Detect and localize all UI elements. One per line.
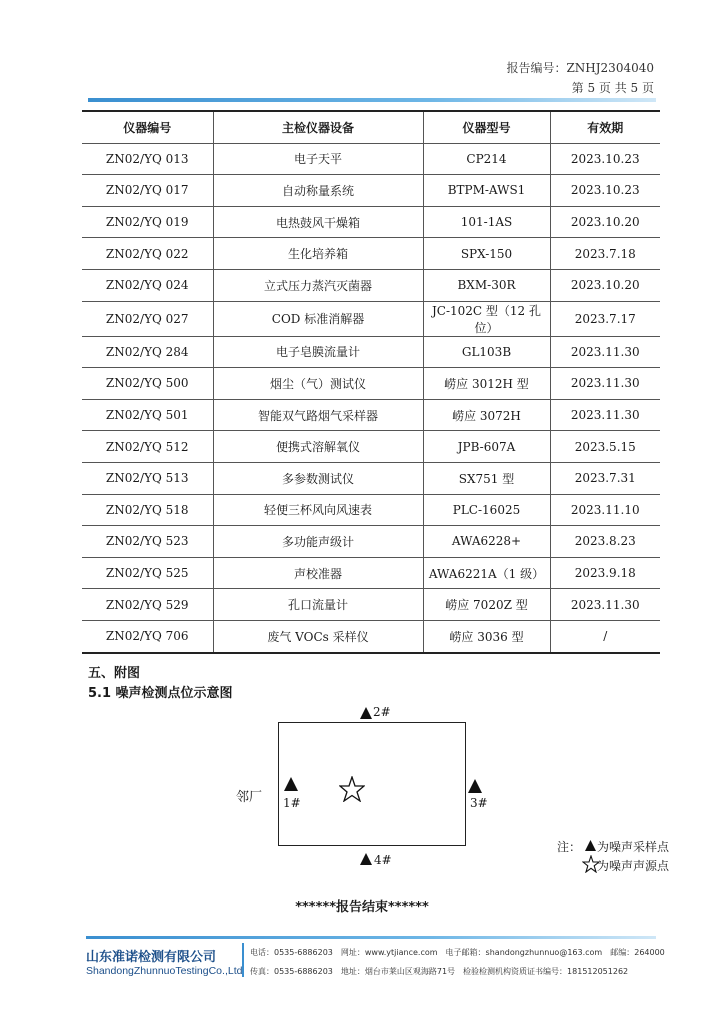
cell-model: BTPM-AWS1 <box>423 175 550 207</box>
cell-id: ZN02/YQ 523 <box>82 526 213 558</box>
cell-validity: 2023.7.31 <box>550 462 660 494</box>
cell-equipment: 孔口流量计 <box>213 589 423 621</box>
cell-id: ZN02/YQ 525 <box>82 557 213 589</box>
table-row <box>82 620 660 652</box>
table-row <box>82 336 660 368</box>
cell-validity: 2023.7.18 <box>550 238 660 270</box>
table-row <box>82 143 660 175</box>
cell-validity: 2023.10.20 <box>550 269 660 301</box>
cell-id: ZN02/YQ 518 <box>82 494 213 526</box>
header-rule <box>88 98 656 102</box>
cell-equipment: 烟尘（气）测试仪 <box>213 368 423 400</box>
table-row <box>82 399 660 431</box>
table-row <box>82 269 660 301</box>
cell-model: 崂应 3036 型 <box>423 620 550 652</box>
cell-equipment: 多功能声级计 <box>213 526 423 558</box>
cell-validity: 2023.10.20 <box>550 206 660 238</box>
cell-model: SX751 型 <box>423 462 550 494</box>
cell-id: ZN02/YQ 706 <box>82 620 213 652</box>
cell-equipment: 电热鼓风干燥箱 <box>213 206 423 238</box>
legend-prefix: 注： <box>557 840 582 854</box>
table-row <box>82 301 660 336</box>
triangle-icon <box>360 853 372 865</box>
cell-id: ZN02/YQ 022 <box>82 238 213 270</box>
legend-sample: 为噪声采样点 <box>597 840 670 854</box>
point-2-label: 2# <box>373 705 391 719</box>
section-subtitle: 5.1 噪声检测点位示意图 <box>88 686 233 701</box>
cell-validity: 2023.5.15 <box>550 431 660 463</box>
footer-rule <box>86 936 656 939</box>
cell-validity: 2023.8.23 <box>550 526 660 558</box>
cell-equipment: 便携式溶解氧仪 <box>213 431 423 463</box>
cell-equipment: 智能双气路烟气采样器 <box>213 399 423 431</box>
cell-validity: 2023.11.30 <box>550 399 660 431</box>
cell-id: ZN02/YQ 529 <box>82 589 213 621</box>
company-name-en: ShandongZhunnuoTestingCo.,Ltd <box>86 965 243 977</box>
report-end: ******报告结束****** <box>295 900 429 915</box>
cell-equipment: 声校准器 <box>213 557 423 589</box>
cell-validity: 2023.7.17 <box>550 301 660 336</box>
cell-id: ZN02/YQ 017 <box>82 175 213 207</box>
table-row <box>82 494 660 526</box>
table-row <box>82 368 660 400</box>
cell-equipment: 电子天平 <box>213 143 423 175</box>
cell-model: BXM-30R <box>423 269 550 301</box>
cell-model: PLC-16025 <box>423 494 550 526</box>
cell-equipment: 电子皂膜流量计 <box>213 336 423 368</box>
table-row <box>82 526 660 558</box>
col-header-equipment: 主检仪器设备 <box>213 111 423 143</box>
company-name-cn: 山东准诺检测有限公司 <box>86 950 217 965</box>
cell-model: 崂应 7020Z 型 <box>423 589 550 621</box>
cell-id: ZN02/YQ 513 <box>82 462 213 494</box>
col-header-id: 仪器编号 <box>82 111 213 143</box>
cell-model: 崂应 3012H 型 <box>423 368 550 400</box>
table-header-row <box>82 111 660 143</box>
point-1-label: 1# <box>283 796 301 810</box>
neighbor-label: 邻厂 <box>236 790 263 805</box>
page-info: 第 5 页 共 5 页 <box>571 81 654 95</box>
legend-source: 为噪声声源点 <box>597 859 670 873</box>
cell-model: GL103B <box>423 336 550 368</box>
cell-equipment: 生化培养箱 <box>213 238 423 270</box>
cell-validity: 2023.11.10 <box>550 494 660 526</box>
cell-validity: 2023.11.30 <box>550 336 660 368</box>
cell-id: ZN02/YQ 019 <box>82 206 213 238</box>
cell-equipment: 废气 VOCs 采样仪 <box>213 620 423 652</box>
cell-model: CP214 <box>423 143 550 175</box>
cell-equipment: 立式压力蒸汽灭菌器 <box>213 269 423 301</box>
table-row <box>82 431 660 463</box>
footer-address-line: 传真：0535-6886203 地址：烟台市莱山区观海路71号 检验检测机构资质证书编号：181512051262 <box>250 967 629 976</box>
cell-model: AWA6228+ <box>423 526 550 558</box>
cell-equipment: 多参数测试仪 <box>213 462 423 494</box>
cell-model: AWA6221A（1 级） <box>423 557 550 589</box>
triangle-icon <box>468 779 482 793</box>
cell-model: JC-102C 型（12 孔位） <box>423 301 550 336</box>
point-3-label: 3# <box>470 796 488 810</box>
table-row <box>82 557 660 589</box>
cell-validity: 2023.11.30 <box>550 589 660 621</box>
cell-id: ZN02/YQ 501 <box>82 399 213 431</box>
cell-validity: / <box>550 620 660 652</box>
triangle-icon <box>284 777 298 791</box>
triangle-icon <box>360 707 372 719</box>
cell-validity: 2023.10.23 <box>550 175 660 207</box>
cell-model: JPB-607A <box>423 431 550 463</box>
cell-validity: 2023.11.30 <box>550 368 660 400</box>
cell-equipment: 自动称量系统 <box>213 175 423 207</box>
star-icon <box>339 776 365 802</box>
plant-boundary <box>278 722 466 846</box>
cell-id: ZN02/YQ 284 <box>82 336 213 368</box>
report-number: 报告编号：ZNHJ2304040 <box>506 61 654 75</box>
cell-id: ZN02/YQ 027 <box>82 301 213 336</box>
cell-model: 崂应 3072H <box>423 399 550 431</box>
cell-model: SPX-150 <box>423 238 550 270</box>
triangle-icon <box>585 840 596 851</box>
cell-id: ZN02/YQ 512 <box>82 431 213 463</box>
cell-validity: 2023.9.18 <box>550 557 660 589</box>
cell-id: ZN02/YQ 500 <box>82 368 213 400</box>
table-row <box>82 462 660 494</box>
table-row <box>82 206 660 238</box>
table-row <box>82 589 660 621</box>
instrument-table <box>82 110 660 654</box>
col-header-validity: 有效期 <box>550 111 660 143</box>
section-title: 五、附图 <box>88 666 141 681</box>
cell-equipment: 轻便三杯风向风速表 <box>213 494 423 526</box>
col-header-model: 仪器型号 <box>423 111 550 143</box>
cell-equipment: COD 标准消解器 <box>213 301 423 336</box>
table-row <box>82 175 660 207</box>
cell-model: 101-1AS <box>423 206 550 238</box>
cell-validity: 2023.10.23 <box>550 143 660 175</box>
point-4-label: 4# <box>374 853 392 867</box>
cell-id: ZN02/YQ 013 <box>82 143 213 175</box>
footer-divider <box>242 943 244 977</box>
footer-contact-line: 电话：0535-6886203 网址：www.ytjiance.com 电子邮箱：shandongzhunnuo@163.com 邮编：264000 <box>250 948 665 957</box>
table-row <box>82 238 660 270</box>
cell-id: ZN02/YQ 024 <box>82 269 213 301</box>
